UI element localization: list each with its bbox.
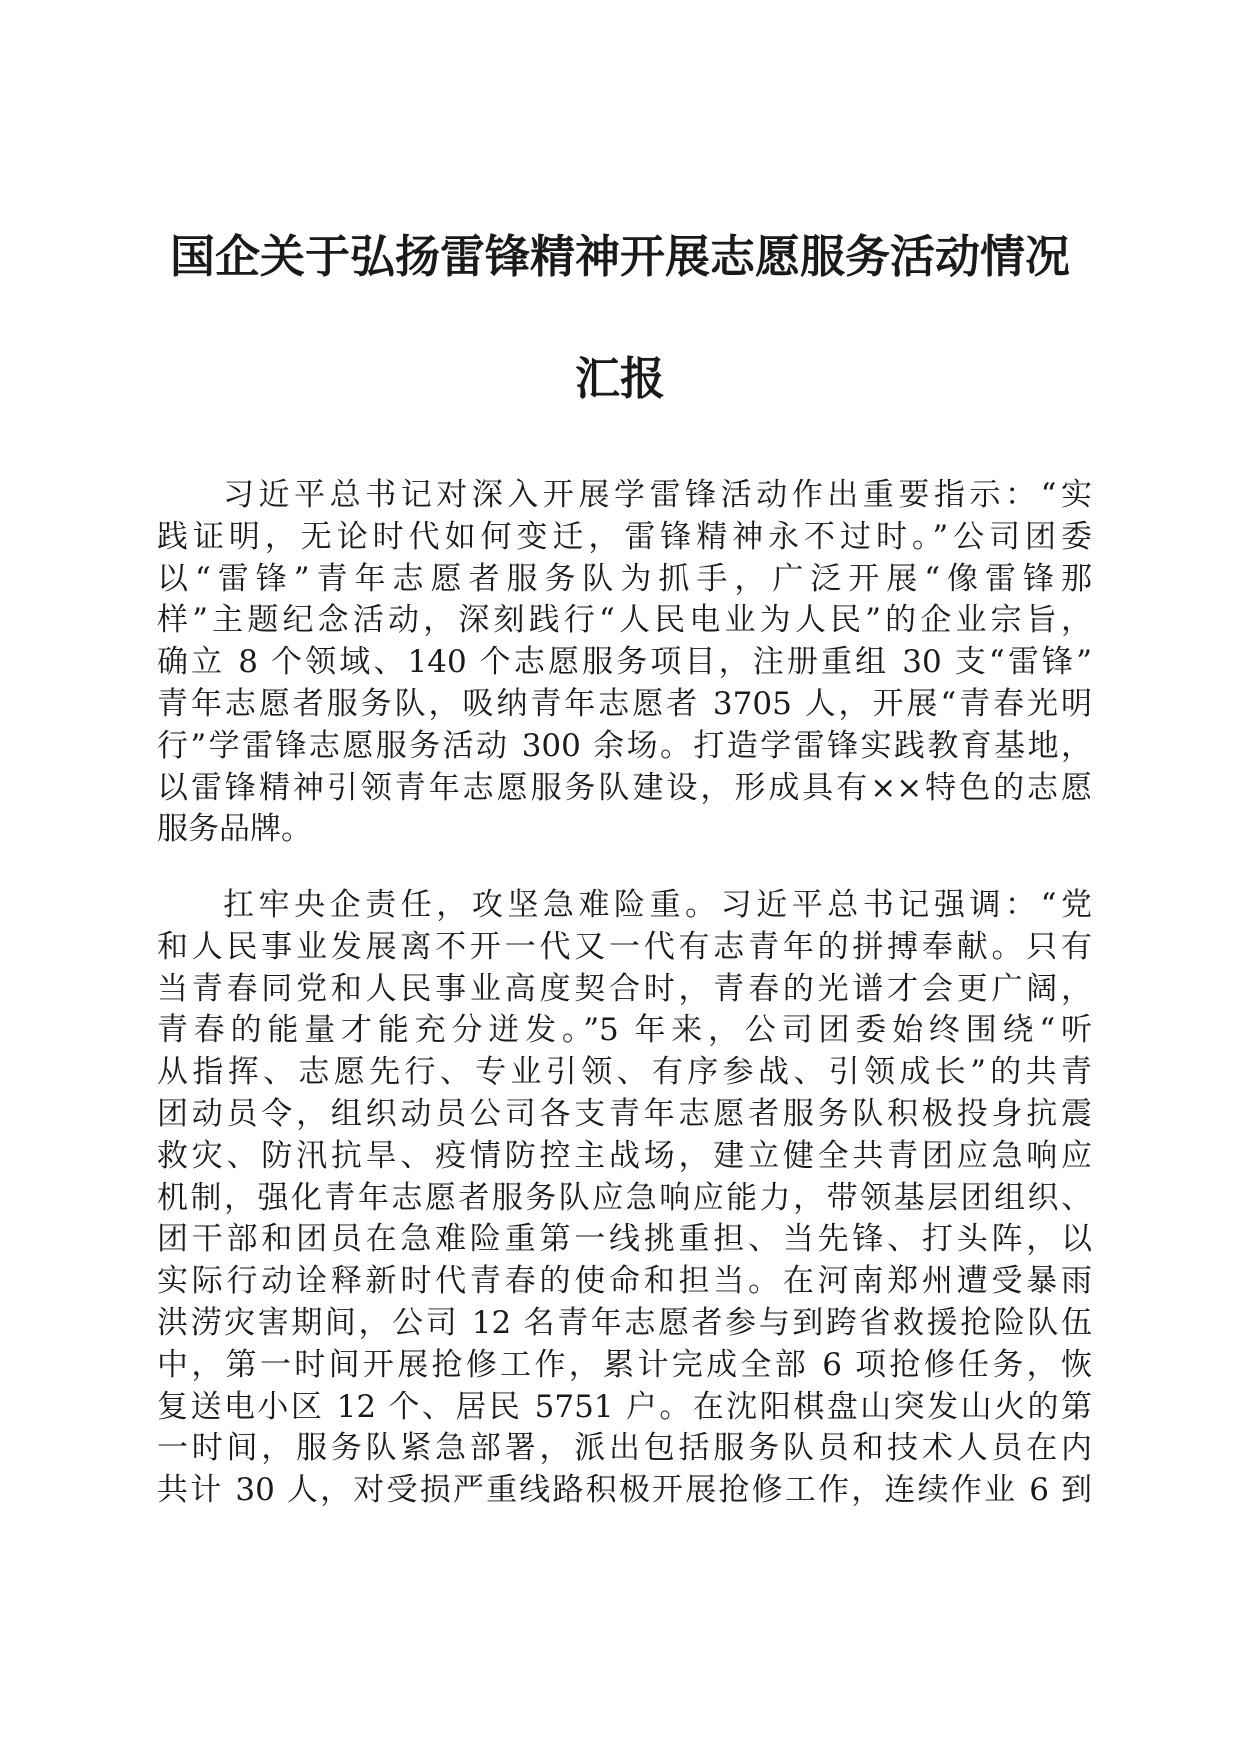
paragraph-line: 实际行动诠释新时代青春的使命和担当。在河南郑州遭受暴雨 [157, 1263, 1092, 1300]
paragraph-line: 洪涝灾害期间，公司 12 名青年志愿者参与到跨省救援抢险队伍 [157, 1304, 1092, 1341]
paragraph-line: 青年志愿者服务队，吸纳青年志愿者 3705 人，开展“青春光明 [157, 685, 1092, 722]
paragraph-line: 和人民事业发展离不开一代又一代有志青年的拼搏奉献。只有 [157, 928, 1092, 965]
paragraph-line: 服务品牌。 [157, 811, 312, 848]
paragraph-line: 以“雷锋”青年志愿者服务队为抓手，广泛开展“像雷锋那 [157, 560, 1092, 597]
paragraph-line: 习近平总书记对深入开展学雷锋活动作出重要指示：“实 [223, 477, 1092, 513]
paragraph-line: 共计 30 人，对受损严重线路积极开展抢修工作，连续作业 6 到 [157, 1472, 1092, 1509]
paragraph-line: 团动员令，组织动员公司各支青年志愿者服务队积极投身抗震 [157, 1095, 1092, 1132]
paragraph-line: 救灾、防汛抗旱、疫情防控主战场，建立健全共青团应急响应 [157, 1137, 1092, 1174]
paragraph-line: 以雷锋精神引领青年志愿服务队建设，形成具有××特色的志愿 [157, 769, 1092, 806]
paragraph-line: 确立 8 个领域、140 个志愿服务项目，注册重组 30 支“雷锋” [157, 644, 1092, 681]
paragraph-line: 复送电小区 12 个、居民 5751 户。在沈阳棋盘山突发山火的第 [157, 1388, 1092, 1425]
paragraph-line: 样”主题纪念活动，深刻践行“人民电业为人民”的企业宗旨， [157, 602, 1092, 639]
paragraph-line: 一时间，服务队紧急部署，派出包括服务队员和技术人员在内 [157, 1430, 1092, 1467]
paragraph-2 [157, 885, 1092, 1512]
paragraph-line: 机制，强化青年志愿者服务队应急响应能力，带领基层团组织、 [157, 1179, 1092, 1216]
paragraph-line: 青春的能量才能充分迸发。”5 年来，公司团委始终围绕“听 [157, 1012, 1092, 1049]
paragraph-line: 扛牢央企责任，攻坚急难险重。习近平总书记强调：“党 [223, 887, 1092, 923]
document-title-line-1: 国企关于弘扬雷锋精神开展志愿服务活动情况 [169, 230, 1070, 283]
document-title-line-2: 汇报 [574, 352, 665, 405]
paragraph-line: 践证明，无论时代如何变迁，雷锋精神永不过时。”公司团委 [157, 518, 1092, 555]
paragraph-line: 当青春同党和人民事业高度契合时，青春的光谱才会更广阔， [157, 970, 1092, 1007]
paragraph-line: 行”学雷锋志愿服务活动 300 余场。打造学雷锋实践教育基地， [157, 727, 1092, 764]
paragraph-line: 团干部和团员在急难险重第一线挑重担、当先锋、打头阵，以 [157, 1221, 1092, 1258]
paragraph-1 [157, 475, 1092, 851]
paragraph-line: 从指挥、志愿先行、专业引领、有序参战、引领成长”的共青 [157, 1054, 1092, 1091]
paragraph-line: 中，第一时间开展抢修工作，累计完成全部 6 项抢修任务，恢 [157, 1346, 1092, 1383]
